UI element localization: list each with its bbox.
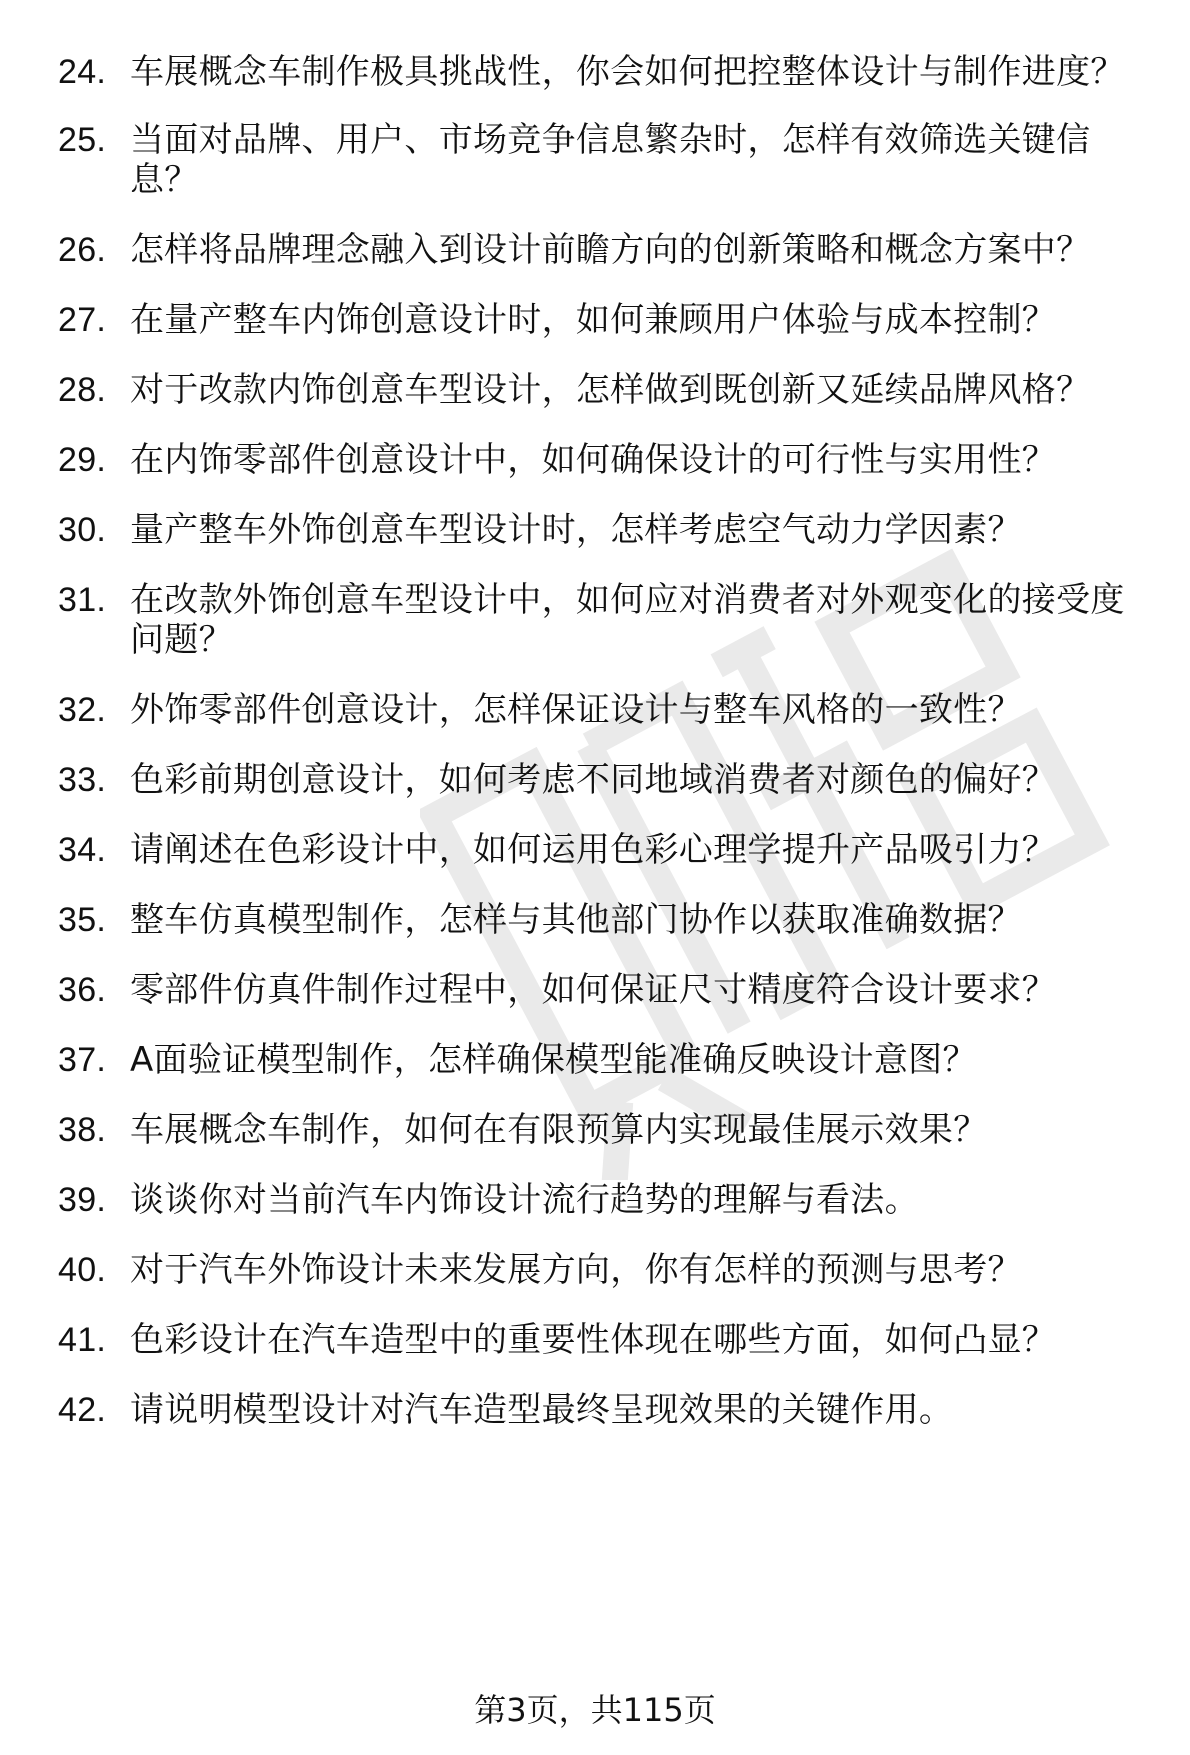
question-item: [58, 1320, 1148, 1360]
question-item: [58, 830, 1148, 870]
question-number: 28.: [58, 371, 107, 409]
question-item: [58, 580, 1148, 660]
question-item: [58, 52, 1148, 92]
question-item: [58, 900, 1148, 940]
question-text: 对于改款内饰创意车型设计，怎样做到既创新又延续品牌风格？: [130, 370, 1091, 410]
question-text: 色彩前期创意设计，如何考虑不同地域消费者对颜色的偏好？: [130, 760, 1057, 800]
question-number: 34.: [58, 831, 107, 869]
question-text: 车展概念车制作，如何在有限预算内实现最佳展示效果？: [130, 1110, 988, 1150]
question-text: 在量产整车内饰创意设计时，如何兼顾用户体验与成本控制？: [130, 300, 1057, 340]
question-number: 33.: [58, 761, 107, 799]
question-text: 外饰零部件创意设计，怎样保证设计与整车风格的一致性？: [130, 690, 1022, 730]
question-text: 谈谈你对当前汽车内饰设计流行趋势的理解与看法。: [130, 1180, 919, 1220]
question-text: 量产整车外饰创意车型设计时，怎样考虑空气动力学因素？: [130, 510, 1022, 550]
question-number: 31.: [58, 581, 107, 619]
question-number: 30.: [58, 511, 107, 549]
question-item: [58, 440, 1148, 480]
question-text: 在改款外饰创意车型设计中，如何应对消费者对外观变化的接受度问题？: [130, 580, 1125, 660]
question-list: [58, 52, 1148, 1430]
question-number: 27.: [58, 301, 107, 339]
question-item: [58, 1040, 1148, 1080]
question-item: [58, 1110, 1148, 1150]
question-text: 请阐述在色彩设计中，如何运用色彩心理学提升产品吸引力？: [130, 830, 1057, 870]
question-text: 怎样将品牌理念融入到设计前瞻方向的创新策略和概念方案中？: [130, 230, 1091, 270]
question-number: 35.: [58, 901, 107, 939]
question-number: 40.: [58, 1251, 107, 1289]
question-text: A面验证模型制作，怎样确保模型能准确反映设计意图？: [130, 1040, 977, 1080]
question-text: 车展概念车制作极具挑战性，你会如何把控整体设计与制作进度？: [130, 52, 1125, 92]
question-number: 41.: [58, 1321, 107, 1359]
question-item: [58, 1250, 1148, 1290]
question-number: 36.: [58, 971, 107, 1009]
question-number: 42.: [58, 1391, 107, 1429]
question-item: [58, 120, 1148, 200]
question-number: 39.: [58, 1181, 107, 1219]
question-number: 38.: [58, 1111, 107, 1149]
question-item: [58, 510, 1148, 550]
question-item: [58, 370, 1148, 410]
question-text: 整车仿真模型制作，怎样与其他部门协作以获取准确数据？: [130, 900, 1022, 940]
question-item: [58, 760, 1148, 800]
question-text: 当面对品牌、用户、市场竞争信息繁杂时，怎样有效筛选关键信息？: [130, 120, 1091, 200]
question-number: 24.: [58, 53, 107, 91]
question-text: 色彩设计在汽车造型中的重要性体现在哪些方面，如何凸显？: [130, 1320, 1057, 1360]
question-item: [58, 1390, 1148, 1430]
question-text: 在内饰零部件创意设计中，如何确保设计的可行性与实用性？: [130, 440, 1057, 480]
question-number: 29.: [58, 441, 107, 479]
question-text: 零部件仿真件制作过程中，如何保证尺寸精度符合设计要求？: [130, 970, 1057, 1010]
question-text: 对于汽车外饰设计未来发展方向，你有怎样的预测与思考？: [130, 1250, 1022, 1290]
question-item: [58, 970, 1148, 1010]
question-number: 32.: [58, 691, 107, 729]
question-text: 请说明模型设计对汽车造型最终呈现效果的关键作用。: [130, 1390, 954, 1430]
question-number: 26.: [58, 231, 107, 269]
question-number: 37.: [58, 1041, 107, 1079]
question-item: [58, 300, 1148, 340]
page-number: 第3页，共115页: [474, 1691, 716, 1729]
question-item: [58, 690, 1148, 730]
question-number: 25.: [58, 121, 107, 159]
question-item: [58, 1180, 1148, 1220]
question-item: [58, 230, 1148, 270]
